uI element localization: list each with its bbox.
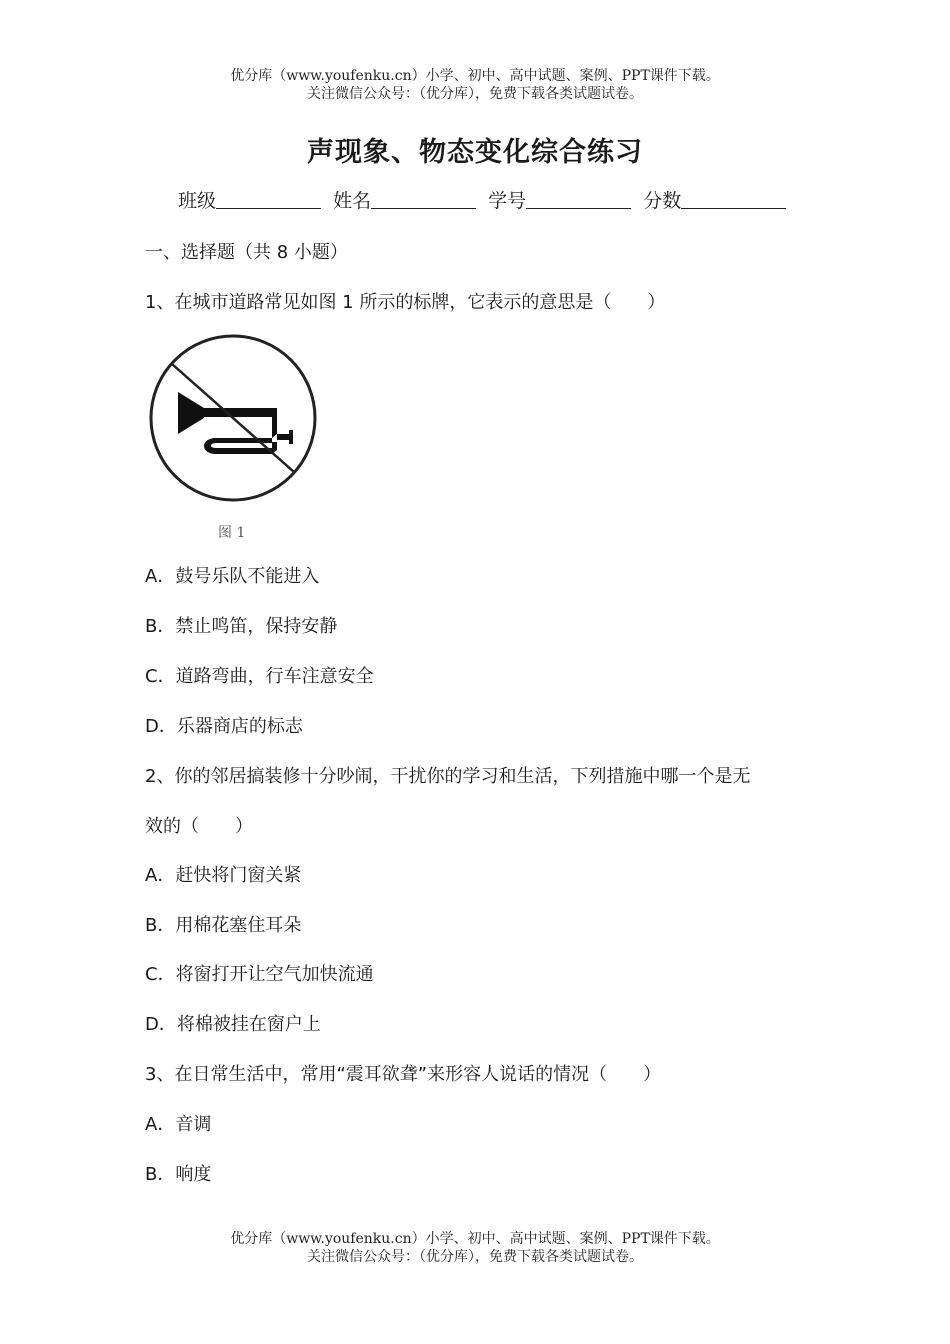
class-blank[interactable] — [216, 188, 321, 209]
q2-option-b[interactable]: B．用棉花塞住耳朵 — [145, 915, 302, 936]
id-label: 学号 — [488, 190, 527, 212]
class-label: 班级 — [178, 190, 217, 212]
q1-option-a[interactable]: A．鼓号乐队不能进入 — [145, 566, 320, 587]
no-honking-sign — [144, 332, 324, 542]
header-line-2: 关注微信公众号：（优分库），免费下载各类试题试卷。 — [307, 86, 643, 102]
footer-line-1: 优分库（www.youfenku.cn）小学、初中、高中试题、案例、PPT课件下载。 — [230, 1231, 720, 1247]
page-header — [0, 67, 950, 103]
name-blank[interactable] — [371, 188, 476, 209]
q1-option-d[interactable]: D．乐器商店的标志 — [145, 716, 303, 737]
figure-caption: 图 1 — [218, 525, 246, 541]
q2-option-c[interactable]: C．将窗打开让空气加快流通 — [145, 964, 374, 985]
score-label: 分数 — [643, 190, 682, 212]
score-blank[interactable] — [681, 188, 786, 209]
footer-line-2: 关注微信公众号：（优分库），免费下载各类试题试卷。 — [307, 1249, 643, 1265]
q1-option-c[interactable]: C．道路弯曲，行车注意安全 — [145, 666, 374, 687]
question-2-stem-line-2: 效的（ ） — [145, 816, 253, 837]
section-heading: 一、选择题（共 8 小题） — [145, 242, 348, 263]
name-label: 姓名 — [333, 190, 372, 212]
header-line-1: 优分库（www.youfenku.cn）小学、初中、高中试题、案例、PPT课件下载。 — [230, 68, 720, 84]
page-footer — [0, 1230, 950, 1266]
page-title: 声现象、物态变化综合练习 — [307, 137, 643, 168]
question-1-stem: 1、在城市道路常见如图 1 所示的标牌，它表示的意思是（ ） — [145, 292, 666, 313]
question-3-stem: 3、在日常生活中，常用“震耳欲聋”来形容人说话的情况（ ） — [145, 1064, 662, 1085]
q3-option-a[interactable]: A．音调 — [145, 1114, 212, 1135]
horn-icon — [178, 392, 293, 454]
id-blank[interactable] — [526, 188, 631, 209]
student-info-row — [178, 186, 818, 213]
q1-option-b[interactable]: B．禁止鸣笛，保持安静 — [145, 616, 338, 637]
question-2-stem-line-1: 2、你的邻居搞装修十分吵闹，干扰你的学习和生活，下列措施中哪一个是无 — [145, 766, 751, 787]
q2-option-a[interactable]: A．赶快将门窗关紧 — [145, 865, 302, 886]
q2-option-d[interactable]: D．将棉被挂在窗户上 — [145, 1014, 321, 1035]
q3-option-b[interactable]: B．响度 — [145, 1164, 212, 1185]
